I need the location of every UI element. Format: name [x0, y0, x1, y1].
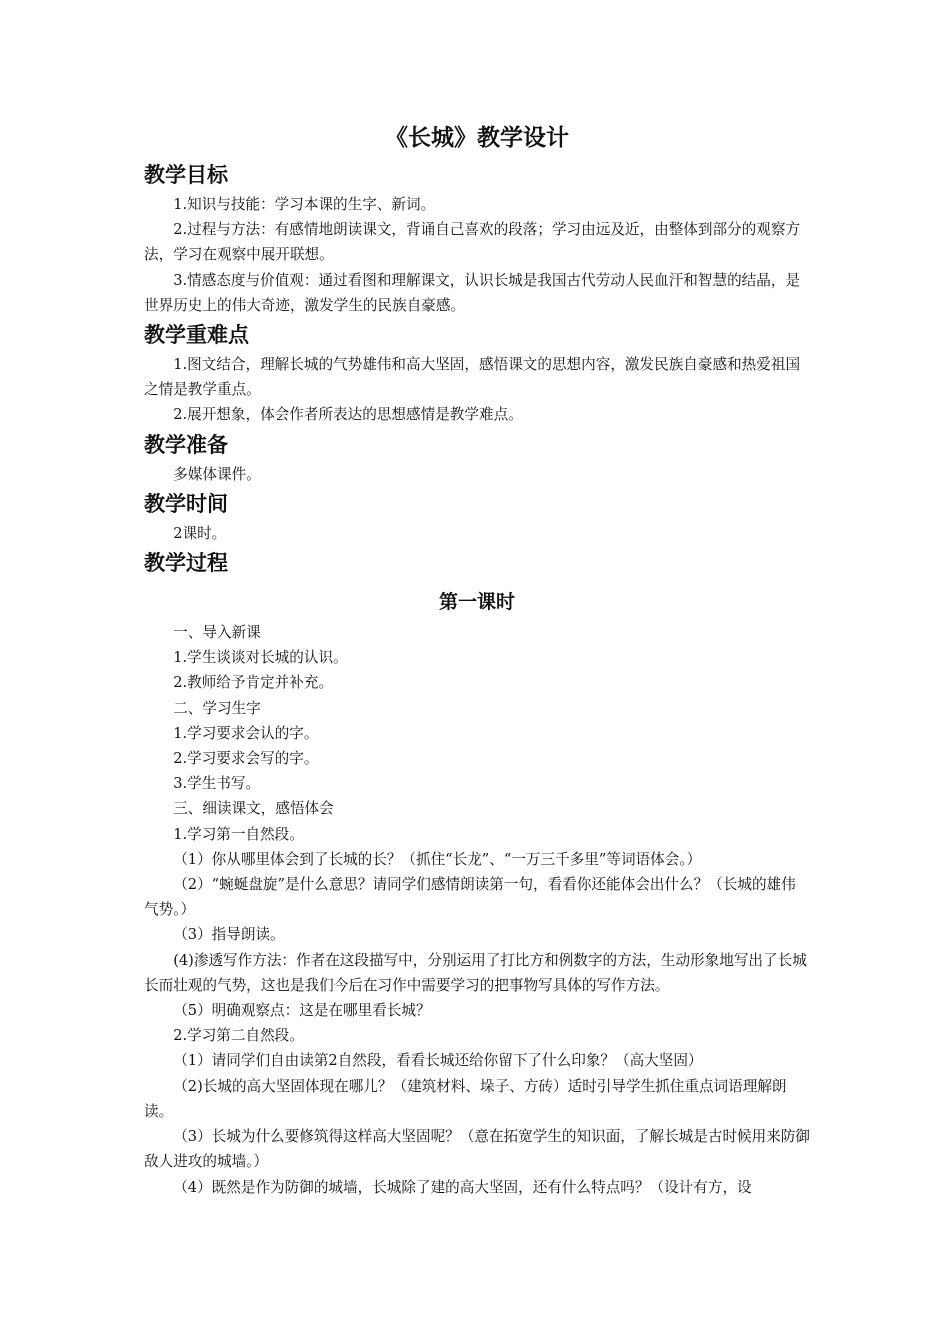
process-item: 3.学生书写。 [173, 775, 261, 793]
key-point-item: 2.展开想象，体会作者所表达的思想感情是教学难点。 [173, 406, 523, 424]
process-item: 二、学习生字 [173, 699, 261, 717]
document-title: 《长城》教学设计 [385, 125, 569, 151]
section-heading-time: 教学时间 [144, 491, 228, 516]
time-item: 2课时。 [173, 524, 227, 542]
goal-item: 2.过程与方法：有感情地朗读课文，背诵自己喜欢的段落；学习由远及近，由整体到部分的观察方法，学习在观察中展开联想。 [144, 221, 801, 264]
process-item: 三、细读课文，感悟体会 [173, 800, 334, 818]
process-item: （5）明确观察点：这是在哪里看长城？ [173, 1002, 431, 1020]
process-item: （3）长城为什么要修筑得这样高大坚固呢？（意在拓宽学生的知识面，了解长城是古时候用来防御敌人进攻的城墙。） [144, 1128, 811, 1171]
preparation-item: 多媒体课件。 [173, 465, 261, 483]
process-item: （2)长城的高大坚固体现在哪儿？（建筑材料、垛子、方砖）适时引导学生抓住重点词语理解朗读。 [144, 1077, 787, 1120]
section-key-points [144, 318, 810, 428]
key-point-item: 1.图文结合，理解长城的气势雄伟和高大坚固，感悟课文的思想内容，激发民族自豪感和热爱祖国之情是教学重点。 [144, 356, 801, 399]
section-preparation [144, 428, 810, 487]
process-item: 1.学生谈谈对长城的认识。 [173, 649, 348, 667]
process-item: （1）请同学们自由读第2自然段，看看长城还给你留下了什么印象？（高大坚固） [173, 1052, 703, 1070]
process-item: (4)渗透写作方法：作者在这段描写中，分别运用了打比方和例数字的方法，生动形象地写出了长城长而壮观的气势，这也是我们今后在习作中需要学习的把事物写具体的写作方法。 [144, 951, 807, 994]
process-item: （3）指导朗读。 [173, 926, 285, 944]
goal-item: 1.知识与技能：学习本课的生字、新词。 [173, 196, 436, 213]
process-item: 1.学习要求会认的字。 [173, 724, 319, 742]
section-heading-key-points: 教学重难点 [144, 323, 249, 348]
process-item: （2）“蜿蜒盘旋”是什么意思？请同学们感情朗读第一句，看看你还能体会出什么？（长城的雄伟气势。） [144, 876, 796, 919]
section-teaching-goals [144, 158, 810, 318]
process-item: 1.学习第一自然段。 [173, 825, 304, 843]
section-heading-process: 教学过程 [144, 551, 228, 576]
section-heading-preparation: 教学准备 [144, 432, 228, 457]
section-time [144, 487, 810, 546]
lesson-title: 第一课时 [438, 591, 515, 614]
section-heading-goals: 教学目标 [144, 163, 228, 187]
process-item: 2.学习要求会写的字。 [173, 750, 319, 768]
section-process [144, 546, 810, 1200]
process-item: （4）既然是作为防御的城墙，长城除了建的高大坚固，还有什么特点吗？（设计有方，设 [173, 1178, 752, 1196]
process-item: （1）你从哪里体会到了长城的长？（抓住“长龙”、“一万三千多里”等词语体会。） [173, 850, 702, 868]
process-item: 2.教师给予肯定并补充。 [173, 674, 334, 692]
process-item: 2.学习第二自然段。 [173, 1027, 304, 1045]
goal-item: 3.情感态度与价值观：通过看图和理解课文，认识长城是我国古代劳动人民血汗和智慧的结晶，是世界历史上的伟大奇迹，激发学生的民族自豪感。 [144, 271, 801, 314]
process-item: 一、导入新课 [173, 624, 261, 642]
